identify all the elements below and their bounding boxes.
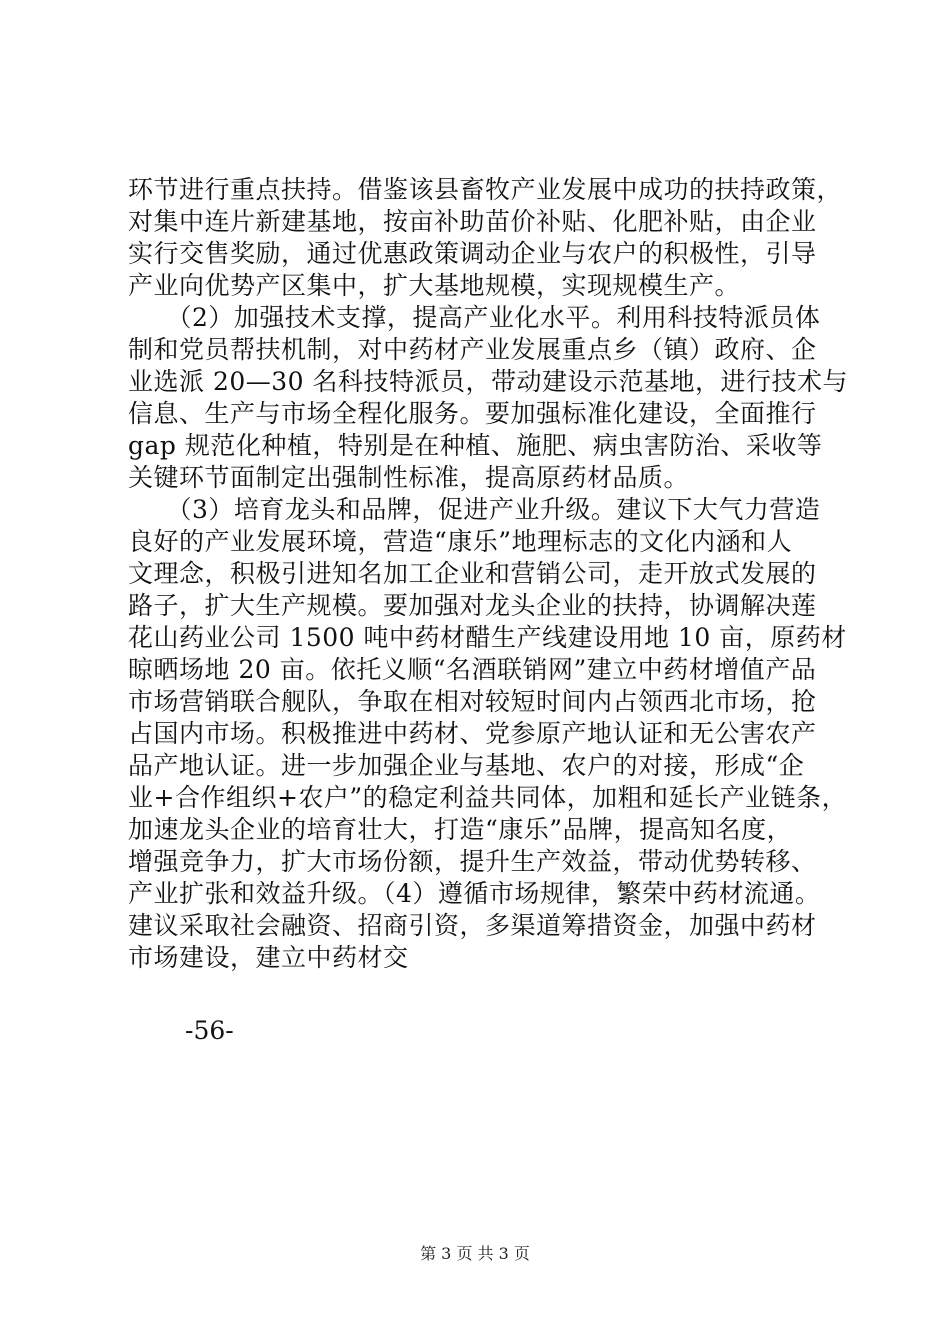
text-line: 业选派 20—30 名科技特派员，带动建设示范基地，进行技术与 — [128, 367, 849, 396]
text-line: 增强竞争力，扩大市场份额，提升生产效益，带动优势转移、 — [128, 847, 817, 876]
body-text — [128, 174, 849, 974]
text-line: 产业向优势产区集中，扩大基地规模，实现规模生产。 — [128, 271, 741, 300]
text-line: gap 规范化种植，特别是在种植、施肥、病虫害防治、采收等 — [128, 431, 823, 460]
text-line: 制和党员帮扶机制，对中药材产业发展重点乡（镇）政府、企 — [128, 335, 817, 364]
text-line: 晾晒场地 20 亩。依托义顺“名酒联销网”建立中药材增值产品 — [128, 655, 817, 684]
text-line: 对集中连片新建基地，按亩补助苗价补贴、化肥补贴，由企业 — [128, 207, 817, 236]
text-line: 业+合作组织+农户”的稳定利益共同体，加粗和延长产业链条， — [128, 783, 848, 812]
text-line: 产业扩张和效益升级。（4）遵循市场规律，繁荣中药材流通。 — [128, 879, 821, 908]
text-line: 占国内市场。积极推进中药材、党参原产地认证和无公害农产 — [128, 719, 817, 748]
text-line: 环节进行重点扶持。借鉴该县畜牧产业发展中成功的扶持政策， — [128, 175, 843, 204]
text-line: 良好的产业发展环境，营造“康乐”地理标志的文化内涵和人 — [128, 527, 793, 556]
page-marker: -56- — [185, 1016, 234, 1045]
text-line: 市场建设，建立中药材交 — [128, 943, 409, 972]
text-line: 花山药业公司 1500 吨中药材醋生产线建设用地 10 亩，原药材 — [128, 623, 847, 652]
text-line: 加速龙头企业的培育壮大，打造“康乐”品牌，提高知名度， — [128, 815, 793, 844]
text-line: 市场营销联合舰队，争取在相对较短时间内占领西北市场，抢 — [128, 687, 817, 716]
text-line: 实行交售奖励，通过优惠政策调动企业与农户的积极性，引导 — [128, 239, 817, 268]
text-line: （3）培育龙头和品牌，促进产业升级。建议下大气力营造 — [128, 495, 821, 524]
text-line: （2）加强技术支撑，提高产业化水平。利用科技特派员体 — [128, 303, 821, 332]
page-footer: 第 3 页 共 3 页 — [420, 1244, 530, 1263]
text-line: 关键环节面制定出强制性标准，提高原药材品质。 — [128, 463, 690, 492]
text-line: 文理念，积极引进知名加工企业和营销公司，走开放式发展的 — [128, 559, 817, 588]
text-line: 信息、生产与市场全程化服务。要加强标准化建设，全面推行 — [128, 399, 817, 428]
text-line: 品产地认证。进一步加强企业与基地、农户的对接，形成“企 — [128, 751, 805, 780]
text-line: 路子，扩大生产规模。要加强对龙头企业的扶持，协调解决莲 — [128, 591, 817, 620]
text-line: 建议采取社会融资、招商引资，多渠道筹措资金，加强中药材 — [128, 911, 817, 940]
